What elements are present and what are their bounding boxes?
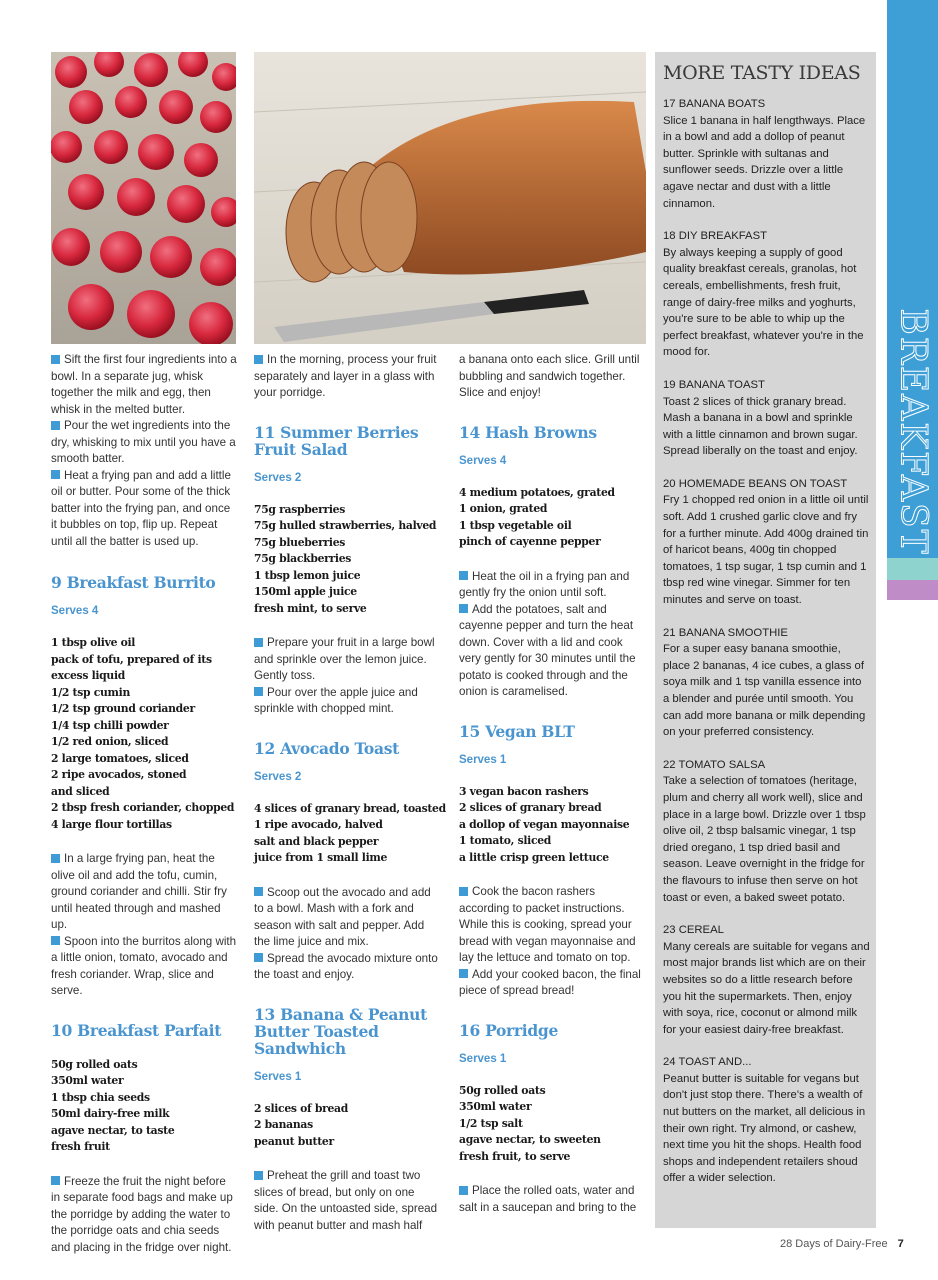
ingredient-list — [254, 1101, 440, 1151]
ingredient: and sliced — [51, 784, 110, 798]
ingredient: agave nectar, to taste — [51, 1123, 175, 1137]
bullet-icon — [51, 470, 60, 479]
bullet-icon — [51, 1176, 60, 1185]
column-1 — [51, 352, 237, 1256]
ingredient: 4 slices of granary bread, toasted — [254, 801, 446, 815]
ingredient: 3 vegan bacon rashers — [459, 784, 589, 798]
ingredient: 350ml water — [459, 1100, 532, 1113]
ingredient: 1 tbsp olive oil — [51, 636, 136, 649]
ingredient: 75g raspberries — [254, 502, 345, 516]
recipe-title: 14 Hash Browns — [459, 422, 597, 442]
bread-loaf-photo — [254, 52, 646, 344]
ingredient: 1/2 red onion, sliced — [51, 735, 169, 748]
bullet-icon — [51, 936, 60, 945]
raspberries-photo — [51, 52, 236, 344]
tip-title: 19 BANANA TOAST — [663, 378, 765, 391]
ingredient-list — [254, 502, 440, 618]
bullet-icon — [459, 887, 468, 896]
ingredient: pinch of cayenne pepper — [459, 535, 601, 548]
recipe-serves: Serves 4 — [51, 605, 99, 617]
tip-item — [663, 922, 870, 1038]
ingredient: agave nectar, to sweeten — [459, 1133, 601, 1146]
tip-body: Take a selection of tomatoes (heritage, plum and cherry all work well), slice and place in a large bowl. Drizzle over 1 tbsp olive oil, 2 tbsp balsamic vinegar, 1 tsp dried oregano, 1 tsp dried basil and season. Leave overnight in the fridge for the flavours to infuse then serve on hot toast or even, a baked sweet potato. — [663, 775, 866, 904]
method-step: Prepare your fruit in a large bowl and sprinkle over the lemon juice. Gently toss. — [254, 636, 435, 682]
section-tab-stripe-purple — [887, 580, 938, 600]
tip-item — [663, 625, 870, 741]
page-number: 7 — [897, 1238, 904, 1250]
ingredient: 4 medium potatoes, grated — [459, 485, 615, 499]
tip-title: 24 TOAST AND... — [663, 1056, 752, 1069]
method-step: a banana onto each slice. Grill until bubbling and sandwich together. Slice and enjoy! — [459, 353, 640, 399]
tip-title: 21 BANANA SMOOTHIE — [663, 626, 788, 639]
ingredient-list — [51, 1057, 237, 1156]
bullet-icon — [459, 969, 468, 978]
ingredient-list — [459, 485, 645, 551]
ingredient: 1 ripe avocado, halved — [254, 818, 383, 831]
tip-title: 22 TOMATO SALSA — [663, 758, 766, 771]
method-step: Add your cooked bacon, the final piece of spread bread! — [459, 967, 641, 997]
page-footer — [780, 1238, 904, 1250]
ingredient: 1/2 tsp cumin — [51, 685, 131, 699]
ingredient: fresh fruit — [51, 1140, 110, 1153]
ingredient: 2 tbsp fresh coriander, chopped — [51, 801, 235, 814]
ingredient: 350ml water — [51, 1074, 124, 1087]
method-step: Cook the bacon rashers according to packet instructions. While this is cooking, spread your bread with vegan mayonnaise and lay the lettuce and tomato on top. — [459, 885, 636, 964]
ingredient: 2 slices of bread — [254, 1101, 348, 1115]
method-step: Spread the avocado mixture onto the toast and enjoy. — [254, 951, 438, 981]
recipe-serves: Serves 2 — [254, 770, 302, 783]
bullet-icon — [254, 687, 263, 696]
bullet-icon — [51, 421, 60, 430]
method-step: In the morning, process your fruit separately and layer in a glass with your porridge. — [254, 353, 437, 399]
ingredient: 1 tbsp vegetable oil — [459, 518, 572, 532]
ingredient: 2 bananas — [254, 1118, 313, 1131]
tip-item — [663, 377, 870, 460]
ingredient: 1 tomato, sliced — [459, 834, 552, 847]
ingredient: 1 onion, grated — [459, 502, 548, 515]
ingredient-list — [51, 635, 237, 833]
tip-item — [663, 1054, 870, 1187]
recipe-serves: Serves 1 — [254, 1070, 302, 1083]
bullet-icon — [254, 638, 263, 647]
ingredient: 2 ripe avocados, stoned — [51, 768, 187, 781]
sidebar-title: MORE TASTY IDEAS — [663, 62, 861, 84]
column-3 — [459, 352, 645, 1216]
tip-body: By always keeping a supply of good quality breakfast cereals, granolas, hot cereals, embellishments, fresh fruit, range of dairy-free milks and yoghurts, you're sure to be able to whip up the perfect breakfast, whatever you're in the mood for. — [663, 246, 864, 359]
tip-body: Peanut butter is suitable for vegans but don't just stop there. There's a wealth of nut butters on the market, all delicious in their own right. Try almond, or cashew, next time you hit the shops. Health food shops and independent retailers shoud offer a wider selection. — [663, 1072, 866, 1185]
ingredient: 1 tbsp chia seeds — [51, 1090, 150, 1104]
bullet-icon — [254, 1171, 263, 1180]
ingredient: 1 tbsp lemon juice — [254, 568, 361, 582]
tip-title: 18 DIY BREAKFAST — [663, 230, 768, 243]
ingredient: 2 large tomatoes, sliced — [51, 751, 189, 765]
tip-item — [663, 96, 870, 212]
ingredient: 150ml apple juice — [254, 585, 357, 598]
tip-body: Many cereals are suitable for vegans and most major brands list which are on their websites so do a little research before you hit the supermarkets. Then, enjoy with soya, rice, coconut or almond milk for your easiest dairy-free breakfast. — [663, 940, 870, 1036]
recipe-title: 10 Breakfast Parfait — [51, 1020, 222, 1040]
column-2 — [254, 352, 446, 1234]
ingredient: a little crisp green lettuce — [459, 850, 609, 864]
bullet-icon — [254, 887, 263, 896]
bullet-icon — [459, 571, 468, 580]
ingredient: 4 large flour tortillas — [51, 817, 172, 831]
ingredient: fresh mint, to serve — [254, 601, 367, 615]
tip-item — [663, 476, 870, 609]
method-step: In a large frying pan, heat the olive oil and add the tofu, cumin, ground coriander and chilli. Stir fry until heated through and mashed up. — [51, 852, 227, 931]
method-step: Sift the first four ingredients into a bowl. In a separate jug, whisk together the milk and egg, then whisk in the melted butter. — [51, 353, 237, 416]
tip-body: Toast 2 slices of thick granary bread. Mash a banana in a bowl and sprinkle with a little cinnamon and brown sugar. Spread liberally on the toast and enjoy. — [663, 395, 858, 458]
ingredient-list — [459, 784, 645, 867]
ingredient-list — [254, 801, 446, 867]
recipe-title: 13 Banana & Peanut Butter Toasted Sandwhich — [254, 1004, 427, 1058]
method-step: Preheat the grill and toast two slices of bread, but only on one side. On the untoasted side, spread with peanut butter and mash half — [254, 1169, 438, 1232]
ingredient: excess liquid — [51, 669, 126, 682]
ingredient: pack of tofu, prepared of its — [51, 652, 212, 666]
bullet-icon — [254, 953, 263, 962]
section-tab-label — [889, 308, 937, 556]
recipe-serves: Serves 2 — [254, 471, 302, 484]
method-step: Heat the oil in a frying pan and gently fry the onion until soft. — [459, 569, 630, 599]
method-step: Pour over the apple juice and sprinkle with chopped mint. — [254, 685, 418, 715]
method-step: Spoon into the burritos along with a little onion, tomato, avocado and fresh coriander. Wrap, slice and serve. — [51, 934, 237, 997]
ingredient: 50g rolled oats — [459, 1083, 546, 1097]
tip-title: 20 HOMEMADE BEANS ON TOAST — [663, 477, 848, 490]
tip-body: Slice 1 banana in half lengthways. Place in a bowl and add a dollop of peanut butter. Sprinkle with sultanas and sunflower seeds. Drizzle over a little agave nectar and dust with a little cinnamon. — [663, 114, 866, 210]
tip-item — [663, 228, 870, 361]
recipe-serves: Serves 1 — [459, 1052, 507, 1065]
method-step: Heat a frying pan and add a little oil or butter. Pour some of the thick batter into the frying pan, and once it bubbles on top, flip up. Repeat until all the batter is used up. — [51, 468, 231, 548]
tip-body: For a super easy banana smoothie, place 2 bananas, 4 ice cubes, a glass of soya milk and 1 tsp vanilla essence into a blender and purée until smooth. You can add more banana or milk depending on your preferred consistency. — [663, 643, 866, 739]
recipe-title: 12 Avocado Toast — [254, 738, 399, 758]
ingredient: 75g blueberries — [254, 535, 346, 549]
recipe-serves: Serves 4 — [459, 454, 507, 467]
recipe-title: 9 Breakfast Burrito — [51, 573, 216, 592]
bullet-icon — [459, 604, 468, 613]
ingredient: 50g rolled oats — [51, 1057, 138, 1071]
bullet-icon — [51, 854, 60, 863]
method-step: Add the potatoes, salt and cayenne pepper and turn the heat down. Cover with a lid and cook very gently for 30 minutes until the potato is cooked through and the onion is caramelised. — [459, 602, 636, 698]
ingredient: salt and black pepper — [254, 834, 379, 848]
ingredient: 2 slices of granary bread — [459, 801, 602, 814]
ingredient: 1/2 tsp salt — [459, 1116, 523, 1130]
tip-title: 17 BANANA BOATS — [663, 98, 766, 110]
method-step: Scoop out the avocado and add to a bowl. Mash with a fork and season with salt and pepper. Add the lime juice and mix. — [254, 885, 431, 948]
section-tab-stripe-teal — [887, 558, 938, 580]
ingredient: peanut butter — [254, 1134, 334, 1148]
tip-item — [663, 757, 870, 906]
tip-body: Fry 1 chopped red onion in a little oil until soft. Add 1 crushed garlic clove and fry for a further minute. Add 400g drained tin of haricot beans, 400g tin chopped tomatoes, 1 tsp sugar, 1 tsp cumin and 1 tbsp red wine vinegar. Simmer for ten minutes and serve on toast. — [663, 494, 869, 607]
method-step: Freeze the fruit the night before in separate food bags and make up the porridge by adding the water to the porridge oats and chia seeds and placing in the fridge over night. — [51, 1174, 233, 1254]
ingredient: 50ml dairy-free milk — [51, 1107, 170, 1120]
recipe-title: 15 Vegan BLT — [459, 721, 575, 741]
recipe-serves: Serves 1 — [459, 753, 507, 766]
bullet-icon — [459, 1186, 468, 1195]
ingredient: juice from 1 small lime — [254, 851, 388, 864]
method-step: Pour the wet ingredients into the dry, whisking to mix until you have a smooth batter. — [51, 419, 236, 465]
publication-name: 28 Days of Dairy-Free — [780, 1238, 888, 1250]
more-tasty-ideas-sidebar — [655, 52, 876, 1228]
ingredient: 1/4 tsp chilli powder — [51, 718, 169, 732]
ingredient-list — [459, 1083, 645, 1166]
method-step: Place the rolled oats, water and salt in a saucepan and bring to the — [459, 1184, 637, 1214]
ingredient: 75g hulled strawberries, halved — [254, 519, 437, 532]
ingredient: 75g blackberries — [254, 552, 352, 565]
recipe-title: 16 Porridge — [459, 1020, 559, 1040]
tip-title: 23 CEREAL — [663, 924, 724, 937]
bullet-icon — [254, 355, 263, 364]
recipe-title: 11 Summer Berries Fruit Salad — [254, 422, 419, 459]
section-label-text: BREAKFAST — [892, 308, 934, 556]
ingredient: fresh fruit, to serve — [459, 1149, 571, 1163]
ingredient: a dollop of vegan mayonnaise — [459, 817, 630, 831]
bullet-icon — [51, 355, 60, 364]
ingredient: 1/2 tsp ground coriander — [51, 702, 195, 715]
